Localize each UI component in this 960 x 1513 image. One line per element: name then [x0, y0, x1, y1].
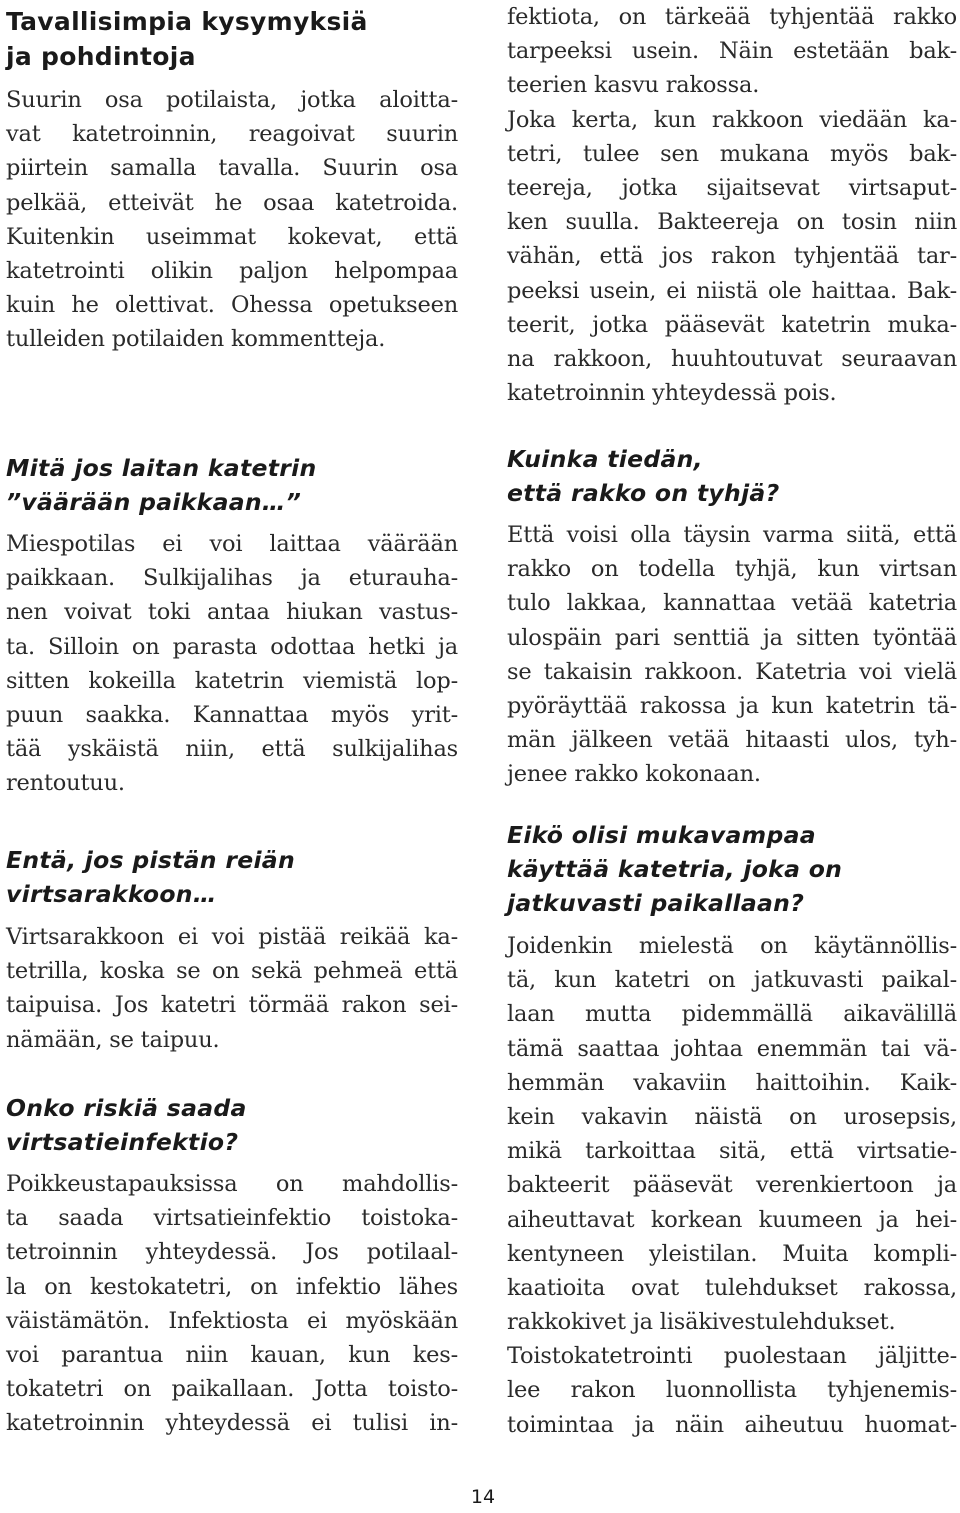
text-line: teerien kasvu rakossa. [507, 72, 760, 99]
answer-paragraph [507, 929, 957, 1442]
page-title [6, 4, 458, 74]
text-line: Miespotilas ei voi laittaa väärään [6, 531, 458, 557]
page-number: 14 [470, 1486, 496, 1508]
heading-line: virtsarakkoon… [6, 880, 217, 908]
text-line: pelkää, etteivät he osaa katetroida. [6, 189, 458, 216]
question-heading [507, 442, 957, 510]
text-line: piirtein samalla tavalla. Suurin osa [6, 155, 458, 182]
text-line: katetroinnin yhteydessä pois. [507, 380, 837, 407]
continuation-paragraph [507, 0, 957, 410]
text-line: laan mutta pidemmällä aikavälillä [507, 1001, 957, 1028]
text-line: la on kestokatetri, on infektio lähes [6, 1273, 458, 1300]
heading-line: jatkuvasti paikallaan? [507, 889, 805, 917]
text-line: fektiota, on tärkeää tyhjentää rakko [507, 4, 957, 30]
text-line: Toistokatetrointi puolestaan jäljitte- [507, 1343, 957, 1370]
text-line: lee rakon luonnollista tyhjenemis- [507, 1377, 957, 1404]
text-line: tä, kun katetri on jatkuvasti paikal- [507, 967, 957, 994]
text-line: voi parantua niin kauan, kun kes- [6, 1341, 458, 1368]
text-line: kein vakavin näistä on urosepsis, [507, 1103, 957, 1130]
heading-line: käyttää katetria, joka on [507, 855, 843, 883]
question-heading [6, 451, 458, 519]
heading-line: Eikö olisi mukavampaa [507, 821, 816, 849]
text-line: jenee rakko kokonaan. [507, 761, 761, 788]
text-line: tetroinnin yhteydessä. Jos potilaal- [6, 1239, 458, 1266]
text-line: vähän, että jos rakon tyhjentää tar- [507, 243, 957, 270]
heading-line: että rakko on tyhjä? [507, 479, 780, 507]
question-heading [6, 1091, 458, 1159]
text-line: mikä tarkoittaa sitä, että virtsatie- [507, 1138, 957, 1165]
text-line: katetrointi olikin paljon helpompaa [6, 257, 458, 284]
text-line: tarpeeksi usein. Näin estetään bak- [507, 38, 957, 65]
intro-paragraph [6, 83, 458, 357]
title-line: ja pohdintoja [6, 42, 196, 71]
text-line: rakkokivet ja lisäkivestulehdukset. [507, 1309, 896, 1336]
text-line: kuin he olettivat. Ohessa opetukseen [6, 292, 458, 319]
text-line: tetri, tulee sen mukana myös bak- [507, 140, 957, 167]
text-line: ulospäin pari senttiä ja sitten työntää [507, 624, 957, 651]
text-line: sitten kokeilla katetrin viemistä lop- [6, 667, 458, 694]
text-line: Poikkeustapauksissa on mahdollis- [6, 1171, 458, 1197]
text-line: tulleiden potilaiden kommentteja. [6, 326, 386, 353]
text-line: aiheuttavat korkean kuumeen ja hei- [507, 1206, 957, 1233]
text-line: tokatetri on paikallaan. Jotta toisto- [6, 1376, 458, 1403]
question-heading [507, 818, 957, 920]
text-line: peeksi usein, ei niistä ole haittaa. Bak- [507, 277, 957, 304]
answer-paragraph [6, 1167, 458, 1441]
heading-line: Kuinka tiedän, [507, 445, 703, 473]
text-line: tää yskäistä niin, että sulkijalihas [6, 736, 458, 763]
text-line: taipuisa. Jos katetri törmää rakon sei- [6, 992, 458, 1019]
text-line: toimintaa ja näin aiheutuu huomat- [507, 1411, 957, 1438]
text-line: rentoutuu. [6, 770, 125, 797]
text-line: nen voivat toki antaa hiukan vastus- [6, 599, 458, 626]
text-line: paikkaan. Sulkijalihas ja eturauha- [6, 565, 458, 592]
heading-line: virtsatieinfektio? [6, 1128, 239, 1156]
text-line: Suurin osa potilaista, jotka aloitta- [6, 87, 458, 113]
text-line: teereja, jotka sijaitsevat virtsaput- [507, 174, 957, 201]
text-line: kaatioita ovat tulehdukset rakossa, [507, 1274, 957, 1301]
text-line: Joka kerta, kun rakkoon viedään ka- [507, 106, 957, 133]
answer-paragraph [6, 527, 458, 801]
text-line: puun saakka. Kannattaa myös yrit- [6, 701, 458, 728]
text-line: tämä saattaa johtaa enemmän tai vä- [507, 1035, 957, 1062]
heading-line: ”väärään paikkaan…” [6, 488, 302, 516]
text-line: na rakkoon, huuhtoutuvat seuraavan [507, 345, 957, 372]
heading-line: Entä, jos pistän reiän [6, 846, 295, 874]
text-line: Että voisi olla täysin varma siitä, että [507, 522, 957, 548]
text-line: ta saada virtsatieinfektio toistoka- [6, 1205, 458, 1232]
heading-line: Onko riskiä saada [6, 1094, 247, 1122]
text-line: pyöräyttää rakossa ja kun katetrin tä- [507, 692, 957, 719]
text-line: bakteerit pääsevät verenkiertoon ja [507, 1172, 957, 1199]
answer-paragraph [507, 518, 957, 792]
text-line: hemmän vakaviin haittoihin. Kaik- [507, 1069, 957, 1096]
text-line: Virtsarakkoon ei voi pistää reikää ka- [6, 924, 458, 950]
heading-line: Mitä jos laitan katetrin [6, 454, 317, 482]
text-line: tetrilla, koska se on sekä pehmeä että [6, 958, 458, 985]
text-line: kentyneen yleistilan. Muita kompli- [507, 1240, 957, 1267]
text-line: ta. Silloin on parasta odottaa hetki ja [6, 633, 458, 660]
text-line: män jälkeen vetää hitaasti ulos, tyh- [507, 727, 957, 754]
text-line: Kuitenkin useimmat kokevat, että [6, 223, 458, 250]
text-line: tulo lakkaa, kannattaa vetää katetria [507, 590, 957, 617]
text-line: nämään, se taipuu. [6, 1026, 220, 1053]
text-line: katetroinnin yhteydessä ei tulisi in- [6, 1410, 458, 1437]
text-line: teerit, jotka pääsevät katetrin muka- [507, 311, 957, 338]
question-heading [6, 843, 458, 911]
text-line: vat katetroinnin, reagoivat suurin [6, 121, 458, 148]
text-line: rakko on todella tyhjä, kun virtsan [507, 556, 957, 583]
text-line: se takaisin rakkoon. Katetria voi vielä [507, 658, 957, 685]
title-line: Tavallisimpia kysymyksiä [6, 7, 368, 36]
text-line: väistämätön. Infektiosta ei myöskään [6, 1307, 458, 1334]
answer-paragraph [6, 920, 458, 1057]
text-line: Joidenkin mielestä on käytännöllis- [507, 933, 957, 959]
text-line: ken suulla. Bakteereja on tosin niin [507, 209, 957, 236]
